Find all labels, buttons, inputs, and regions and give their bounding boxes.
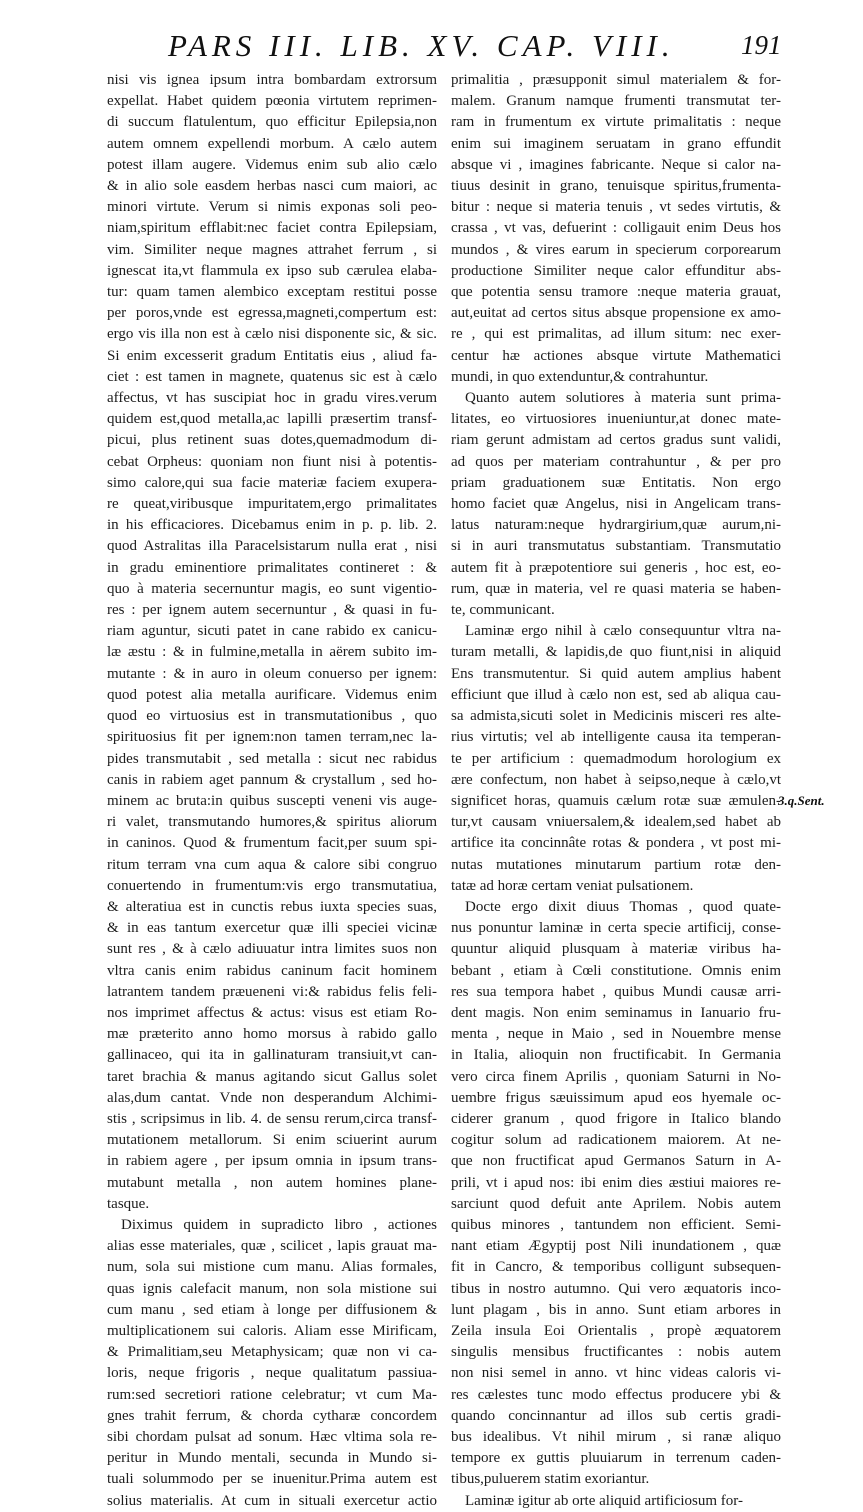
text-line: mutante : & in auro in oleum conuerso per ignem: xyxy=(107,665,437,682)
text-line: aut,euitat ad certos situs absque propensione ex amo- xyxy=(451,305,781,322)
text-line: rum, quæ in materia, vel re quasi materia se haben- xyxy=(451,580,781,597)
text-line: & in eas tantum exercetur quæ illi speciei vicinæ xyxy=(107,920,437,937)
text-line: multiplicationem sui caloris. Aliam esse Mirificam, xyxy=(107,1322,437,1339)
text-line: priam graduationem suæ Entitatis. Non ergo xyxy=(451,474,781,491)
text-line: nos imprimet affectus & actus: visus est etiam Ro- xyxy=(107,1004,437,1021)
text-line: in gradu eminentiore primalitates contineret : & xyxy=(107,559,437,576)
text-line: in his efficaciores. Dicebamus enim in p. p. lib. 2. xyxy=(107,517,437,534)
text-line: cebat Orpheus: quoniam non fiunt nisi à potentis- xyxy=(107,453,437,470)
text-line: rius virtutis; vel ab intelligente causa ita temperan- xyxy=(451,729,781,746)
text-line: vim. Similiter neque magnes attrahet ferrum , si xyxy=(107,241,437,258)
text-line: que non fructificat apud Germanos Saturn in A- xyxy=(451,1153,781,1170)
text-line: ciet : est tamen in magnete, quatenus sic est à cælo xyxy=(107,368,437,385)
text-line: non nisi semel in anno. vt hinc videas caloris vi- xyxy=(451,1365,781,1382)
text-line: stis , scripsimus in lib. 4. de sensu rerum,circa transf- xyxy=(107,1110,437,1127)
text-line: Si enim excesserit gradum Entitatis eius , aliud fa- xyxy=(107,347,437,364)
text-line: mæ præterito anno homo morsus à rabido gallo xyxy=(107,1026,437,1043)
text-line: homo faciet quæ Angelus, nisi in Angelicam trans- xyxy=(451,496,781,513)
text-line: in Italia, alioquin non fructificabit. In Germania xyxy=(451,1047,781,1064)
text-line: uembre frigus sæuissimum apud eos hyemale oc- xyxy=(451,1089,781,1106)
text-line: lunt plagam , bis in anno. Sunt etiam arbores in xyxy=(451,1301,781,1318)
text-line: spirituosius fit per ignem:non tamen terram,nec la- xyxy=(107,729,437,746)
text-line: expellat. Habet quidem pœonia virtutem reprimen- xyxy=(107,93,437,110)
text-line: conuertendo in frumentum:vis ergo transmutatiua, xyxy=(107,877,437,894)
text-line: minem ac bruta:in quibus suscepti veneni vis auge- xyxy=(107,792,437,809)
text-line: tur: quam tamen alembico exceptam restitui posse xyxy=(107,284,437,301)
text-line: ri valet, transmutando humores,& spiritus aliorum xyxy=(107,814,437,831)
text-line: Laminæ igitur ab orte aliquid artificiosum for- xyxy=(465,1492,743,1509)
text-line: efficiunt que illud à cælo non est, sed ab aliqua cau- xyxy=(451,686,781,703)
text-line: artifice ita concinnâte rotas & pondera , vt post mi- xyxy=(451,835,781,852)
text-line: latrantem tandem præueneni vi:& rabidus felis feli- xyxy=(107,983,437,1000)
text-line: mutationem metallorum. Si enim sciuerint aurum xyxy=(107,1132,437,1149)
text-line: nant etiam Ægyptij post Nili inundationem , quæ xyxy=(451,1238,781,1255)
text-line: affectus, vt has suscipiat hoc in gradu vires.verum xyxy=(107,390,437,407)
text-line: quod Astralitas illa Paracelsistarum nulla erat , nisi xyxy=(107,538,437,555)
text-line: quod potest alia metalla aurificare. Videmus enim xyxy=(107,686,437,703)
text-line: nisi vis ignea ipsum intra bombardam extrorsum xyxy=(107,72,437,88)
text-line: tatæ ad horæ certam veniat pulsationem. xyxy=(451,877,694,894)
text-line: quibus minores , tantundem non efficient. Semi- xyxy=(451,1216,781,1233)
text-line: ram in frumentum ex virtute primalitatis : neque xyxy=(451,114,781,131)
text-line: & Primalitiam,seu Metaphysicam; quæ non vi ca- xyxy=(107,1344,437,1361)
text-line: solius materialis. At cum in situali exercetur actio xyxy=(107,1492,437,1509)
text-line: nus ponuntur laminæ in certa specie artificij, conse- xyxy=(451,920,781,937)
text-line: fit in Cancro, & temporibus colligunt subsequen- xyxy=(451,1259,781,1276)
text-line: que potentia sensu tramore :neque materia grauat, xyxy=(451,284,781,301)
text-line: autem omnem expellendi morbum. A cælo autem xyxy=(107,135,437,152)
text-line: autem fit à præpotentiore sui generis , hoc est, eo- xyxy=(451,559,781,576)
text-line: Diximus quidem in supradicto libro , actiones xyxy=(121,1216,437,1233)
text-line: enim sui imaginem seruatam in grano effundit xyxy=(451,135,781,152)
text-line: bitur : neque si materia tenuis , vt sedes virtutis, & xyxy=(451,199,781,216)
running-head: PARS III. LIB. XV. CAP. VIII. xyxy=(168,28,675,63)
text-line: tibus,puluerem statim exoriantur. xyxy=(451,1471,650,1488)
text-line: re queat,viribusque impuritatem,ergo primalitates xyxy=(107,496,437,513)
text-line: riam gerunt admistam ad certos gradus sunt validi, xyxy=(451,432,781,449)
right-text-column xyxy=(451,70,781,1512)
text-line: quo à materia secernuntur magis, eo sunt vigentio- xyxy=(107,580,437,597)
text-line: prili, vt i apud nos: ibi enim dies æstiui maiores re- xyxy=(451,1174,781,1191)
text-line: ad quos per materiam contrahuntur , & per pro xyxy=(451,453,781,470)
text-line: cum manu , sed etiam à longe per diffusionem & xyxy=(107,1301,437,1318)
text-line: tur,vt causam vniuersalem,& idealem,sed habet ab xyxy=(451,814,781,831)
text-line: loris, neque frigoris , neque qualitatum passiua- xyxy=(107,1365,437,1382)
text-line: ergo vis illa non est à cælo nisi disponente sic, & sic. xyxy=(107,326,437,343)
text-line: quod eo virtuosius est in transmutationibus , quo xyxy=(107,708,437,725)
text-line: tibus in nostro autumno. Qui vero æquatoris inco- xyxy=(451,1280,781,1297)
text-line: sibi chordam pulsat ad sonum. Hæc vltima sola re- xyxy=(107,1429,437,1445)
text-line: absque vi , imagines fabricante. Neque si calor na- xyxy=(451,156,781,173)
text-line: crassa , vt vas, defuerint : colligauit enim Deus hos xyxy=(451,220,781,237)
text-line: malem. Granum namque frumenti transmutat ter- xyxy=(451,93,781,110)
text-line: Quanto autem solutiores à materia sunt prima- xyxy=(465,390,781,407)
text-line: in caninos. Quod & frumentum facit,per suum spi- xyxy=(107,835,437,852)
text-line: taret brachia & manus agitando sicut Gallus solet xyxy=(107,1068,437,1085)
text-line: significet horas, quamuis cælum rotæ suæ æmulen- xyxy=(451,792,781,809)
text-line: alas,dum cantat. Vnde non desperandum Alchimi- xyxy=(107,1089,437,1106)
text-line: mundi, in quo extenduntur,& contrahuntur. xyxy=(451,368,709,385)
text-line: res cælestes tunc modo effectus producere ybi & xyxy=(451,1386,781,1403)
text-line: & in alio sole easdem herbas nasci cum maiori, ac xyxy=(107,178,437,195)
text-line: Laminæ ergo nihil à cælo consequuntur vltra na- xyxy=(465,623,781,640)
text-line: tuali solummodo per se inuenitur.Prima autem est xyxy=(107,1471,437,1488)
text-line: res sua tempora habet , quibus Mundi causæ arri- xyxy=(451,983,781,1000)
text-line: te per artificium : quemadmodum horologium ex xyxy=(451,750,781,767)
text-line: peritur in Mundo mentali, secunda in Mundo si- xyxy=(107,1450,437,1467)
text-line: sarciunt quod defuit ante Aprilem. Nobis autem xyxy=(451,1195,781,1212)
text-line: tiuus desinit in grano, tenuisque spiritus,frumenta- xyxy=(451,178,781,195)
page-number: 191 xyxy=(741,30,782,60)
left-text-column xyxy=(107,70,437,1512)
text-line: nutas mutationes minutarum partium rotæ den- xyxy=(451,856,781,873)
text-line: ritum terram vna cum aqua & calore sibi congruo xyxy=(107,856,437,873)
text-line: læ æstu : & in fulmine,metalla in aërem subito im- xyxy=(107,644,437,661)
text-line: in rabiem agere , per ipsum omnia in ipsum trans- xyxy=(107,1153,437,1170)
text-line: mundos , & vires earum in specierum corporearum xyxy=(451,241,781,258)
text-line: minori virtute. Verum si nimis exponas soli peo- xyxy=(107,199,437,216)
text-line: gnes trahit ferrum, & chorda cytharæ concordem xyxy=(107,1407,437,1424)
text-line: cogitur solum ad radicationem maiorem. At ne- xyxy=(451,1132,781,1149)
text-line: tasque. xyxy=(107,1195,150,1212)
text-line: vero circa finem Aprilis , quoniam Saturni in No- xyxy=(451,1068,781,1085)
text-line: vltra canis enim rabidus caninum facit hominem xyxy=(107,962,437,979)
margin-note: 3.q.Sent. xyxy=(778,793,825,808)
text-line: primalitia , præsupponit simul materialem & for- xyxy=(451,72,781,88)
text-line: centur hæ actiones absque virtute Mathematici xyxy=(451,347,781,364)
text-line: bus idealibus. Vt nihil mirum , si ranæ aliquo xyxy=(451,1429,781,1445)
text-line: turam metalli, & lapidis,de quo fiunt,nisi in aliquid xyxy=(451,644,781,661)
text-line: bebant , etiam à Cœli constitutione. Omnis enim xyxy=(451,962,781,979)
text-line: ære confectum, non habet à seipso,neque à cælo,vt xyxy=(451,771,781,788)
text-line: tempore ex guttis pluuiarum in terrenum caden- xyxy=(451,1450,781,1467)
text-line: alias esse materiales, quæ , scilicet , lapis grauat ma- xyxy=(107,1238,437,1255)
text-line: te, communicant. xyxy=(451,602,555,619)
text-line: menta , neque in Maio , sed in Nouembre mense xyxy=(451,1026,781,1043)
text-line: litates, eo virtuosiores inueniuntur,at donec mate- xyxy=(451,411,781,428)
text-line: riam aguntur, sicuti patet in cane rabido ex canicu- xyxy=(107,623,437,640)
text-line: gallinaceo, qui ita in gallinaturam transiuit,vt can- xyxy=(107,1047,437,1064)
text-line: pides transmutabit , sed metalla : sicut nec rabidus xyxy=(107,750,437,767)
text-line: & alteratiua est in cunctis rebus iuxta species suas, xyxy=(107,898,437,915)
text-line: per poros,vnde est egressa,magneti,compertum est: xyxy=(107,305,437,322)
text-line: mutabunt metalla , non autem homines plane- xyxy=(107,1174,437,1191)
text-line: quas ignis calefacit manum, non sola mistione sui xyxy=(107,1280,437,1297)
text-line: singulis mensibus fructificantes : nobis autem xyxy=(451,1344,781,1361)
text-line: quuntur aliquid plusquam à materiæ viribus ha- xyxy=(451,941,781,958)
text-line: picui, plus retinent suas dotes,quemadmodum di- xyxy=(107,432,437,449)
text-line: Docte ergo dixit diuus Thomas , quod quate- xyxy=(465,898,781,915)
text-line: num, sola sui mistione cum manu. Alias formales, xyxy=(107,1259,437,1276)
text-line: niam,spiritum efflabit:nec faciet contra Epilepsiam, xyxy=(107,220,437,237)
text-line: si in auri transmutatus substantiam. Transmutatio xyxy=(451,538,781,555)
text-line: ignescat ita,vt flammula ex ipso sub cærulea elaba- xyxy=(107,262,437,279)
text-line: res : per ignem autem secernuntur , & quasi in fu- xyxy=(107,602,437,619)
text-line: Zeila insula Eoi Orientalis , propè æquatorem xyxy=(451,1322,781,1339)
text-line: simo calore,qui sua facie materiæ faciem exupera- xyxy=(107,474,437,491)
text-line: canis in rabiem aget pannum & crystallum , sed ho- xyxy=(107,771,437,788)
text-line: productione Similiter neque calor effunditur abs- xyxy=(451,262,781,279)
page-header xyxy=(0,28,863,68)
text-line: Ens transmutentur. Si quid autem amplius habent xyxy=(451,665,781,682)
text-line: re , qui est primalitas, ad illum situm: nec exer- xyxy=(451,326,781,343)
text-line: sa admista,sicuti solet in Medicinis misceri res alte- xyxy=(451,708,781,725)
text-line: quidem est,quod metalla,ac lapilli præsertim transf- xyxy=(107,411,437,428)
text-line: ciderer granum , quod frigore in Italico blando xyxy=(451,1110,781,1127)
text-line: rum:sed secretiori ratione celebratur; vt cum Ma- xyxy=(107,1386,437,1403)
text-line: sunt res , & à cælo adiuuatur intra limites suos non xyxy=(107,941,437,958)
text-line: quando concinnantur ad illos sub certis gradi- xyxy=(451,1407,781,1424)
text-line: latus naturam:neque hydrargirium,quæ aurum,ni- xyxy=(451,517,781,534)
text-line: dent magis. Non enim seminamus in Ianuario fru- xyxy=(451,1004,781,1021)
text-line: potest illam augere. Videmus enim sub alio cælo xyxy=(107,156,437,173)
text-line: di succum flatulentum, quo efficitur Epilepsia,non xyxy=(107,114,437,131)
